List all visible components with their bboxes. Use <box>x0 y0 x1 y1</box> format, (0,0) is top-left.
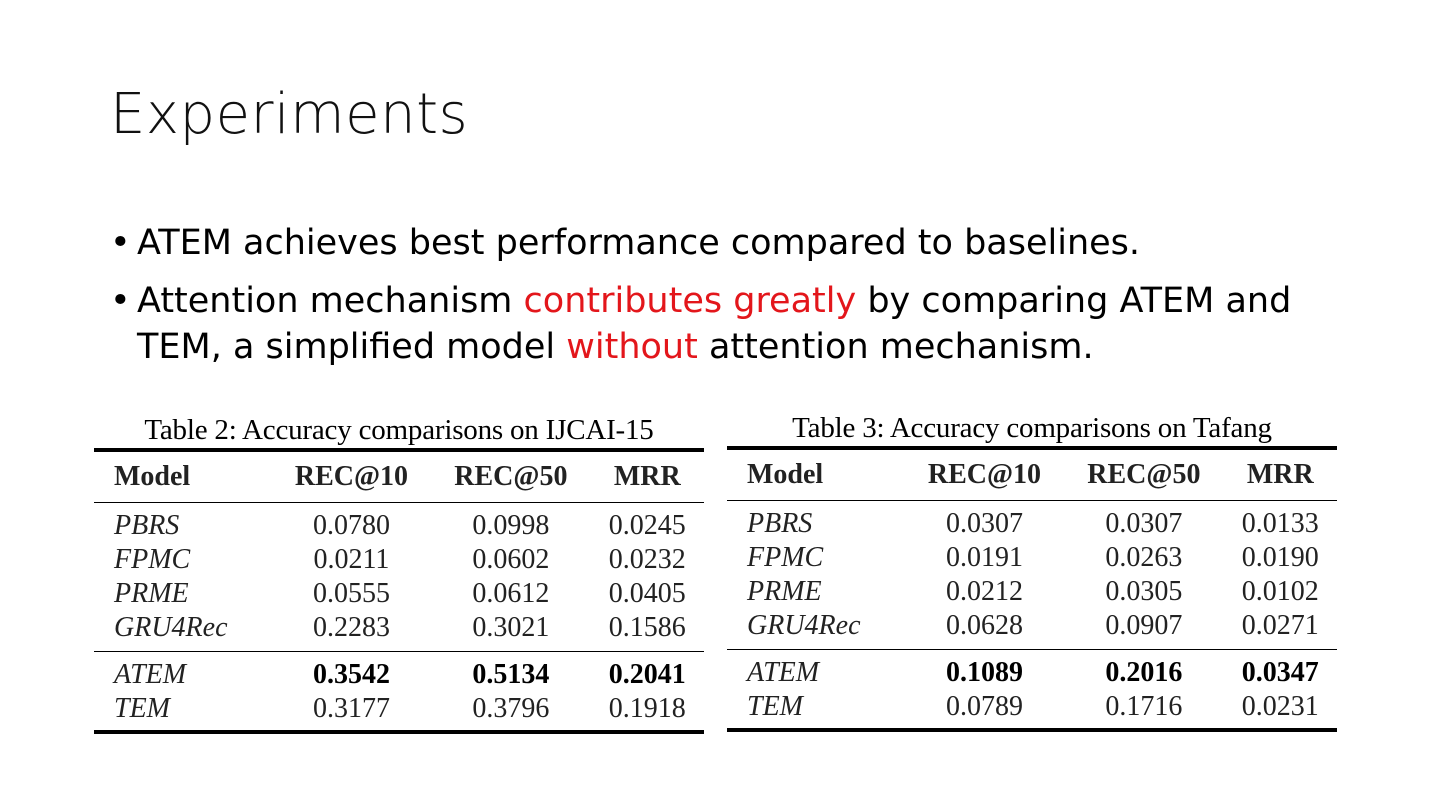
rec10-cell: 0.0555 <box>312 578 390 609</box>
mrr-cell: 0.0190 <box>1241 542 1319 573</box>
rec10-cell: 0.0789 <box>905 690 1064 730</box>
table-caption: Table 2: Accuracy comparisons on IJCAI-15 <box>144 414 654 446</box>
rec10-cell: 0.3177 <box>272 692 431 732</box>
mrr-cell: 0.0231 <box>1224 690 1337 730</box>
rec50-cell: 0.1716 <box>1064 690 1223 730</box>
bullet-item <box>110 220 1330 266</box>
model-cell: GRU4Rec <box>94 611 272 652</box>
highlight-text: contributes greatly <box>523 281 857 321</box>
table-row <box>94 577 704 611</box>
model-cell: PBRS <box>747 508 813 539</box>
column-header: REC@10 <box>272 450 431 503</box>
rec50-cell: 0.0263 <box>1105 542 1183 573</box>
table-row <box>94 692 704 732</box>
table-caption: Table 3: Accuracy comparisons on Tafang <box>792 412 1272 444</box>
rec10-cell: 0.0628 <box>905 609 1064 650</box>
table-row <box>727 575 1337 609</box>
slide-title: Experiments <box>110 82 469 147</box>
rec10-cell: 0.0211 <box>313 544 390 575</box>
column-header: MRR <box>1224 448 1337 501</box>
table-row <box>94 543 704 577</box>
rec10-cell: 0.1089 <box>945 657 1023 688</box>
rec50-cell: 0.2016 <box>1105 657 1183 688</box>
rec10-cell: 0.3542 <box>312 659 390 690</box>
bullet-text: ATEM achieves best performance compared to baselines. <box>137 223 1141 263</box>
mrr-cell: 0.0271 <box>1224 609 1337 650</box>
rec10-cell: 0.0191 <box>945 542 1023 573</box>
column-header: REC@50 <box>431 450 590 503</box>
model-cell: TEM <box>727 690 905 730</box>
table-ijcai <box>94 412 704 734</box>
model-cell: PBRS <box>114 510 180 541</box>
accuracy-table <box>727 446 1337 732</box>
mrr-cell: 0.0405 <box>608 578 686 609</box>
rec10-cell: 0.0307 <box>945 508 1023 539</box>
table-row <box>727 541 1337 575</box>
rec10-cell: 0.0780 <box>312 510 390 541</box>
mrr-cell: 0.0245 <box>608 510 686 541</box>
model-cell: GRU4Rec <box>727 609 905 650</box>
model-cell: TEM <box>94 692 272 732</box>
column-header: Model <box>727 448 905 501</box>
mrr-cell: 0.0232 <box>608 544 686 575</box>
bullet-text: attention mechanism. <box>697 327 1094 367</box>
column-header: REC@10 <box>905 448 1064 501</box>
rec50-cell: 0.0998 <box>472 510 550 541</box>
accuracy-table <box>94 448 704 734</box>
rec10-cell: 0.2283 <box>272 611 431 652</box>
rec50-cell: 0.0907 <box>1064 609 1223 650</box>
bullet-list <box>110 220 1330 382</box>
table-row <box>727 501 1337 542</box>
table-row <box>727 690 1337 730</box>
model-cell: FPMC <box>114 544 191 575</box>
table-row <box>727 609 1337 650</box>
mrr-cell: 0.0347 <box>1241 657 1319 688</box>
column-header: REC@50 <box>1064 448 1223 501</box>
rec10-cell: 0.0212 <box>945 576 1023 607</box>
table-row <box>727 650 1337 691</box>
model-cell: ATEM <box>747 657 820 688</box>
table-row <box>94 611 704 652</box>
table-tafang <box>727 410 1337 732</box>
mrr-cell: 0.1586 <box>591 611 704 652</box>
column-header: Model <box>94 450 272 503</box>
rec50-cell: 0.0602 <box>472 544 550 575</box>
rec50-cell: 0.3021 <box>431 611 590 652</box>
model-cell: PRME <box>114 578 189 609</box>
bullet-text: by comparing ATEM and TEM, a simplified model <box>137 281 1292 367</box>
rec50-cell: 0.0305 <box>1105 576 1183 607</box>
column-header: MRR <box>591 450 704 503</box>
rec50-cell: 0.0307 <box>1105 508 1183 539</box>
bullet-text: Attention mechanism <box>137 281 524 321</box>
mrr-cell: 0.0133 <box>1241 508 1319 539</box>
mrr-cell: 0.0102 <box>1241 576 1319 607</box>
highlight-text: without <box>566 327 698 367</box>
model-cell: FPMC <box>747 542 824 573</box>
table-row <box>94 652 704 693</box>
bullet-item <box>110 278 1330 370</box>
mrr-cell: 0.1918 <box>591 692 704 732</box>
rec50-cell: 0.5134 <box>472 659 550 690</box>
rec50-cell: 0.0612 <box>472 578 550 609</box>
rec50-cell: 0.3796 <box>431 692 590 732</box>
model-cell: ATEM <box>114 659 187 690</box>
mrr-cell: 0.2041 <box>608 659 686 690</box>
table-row <box>94 503 704 544</box>
model-cell: PRME <box>747 576 822 607</box>
